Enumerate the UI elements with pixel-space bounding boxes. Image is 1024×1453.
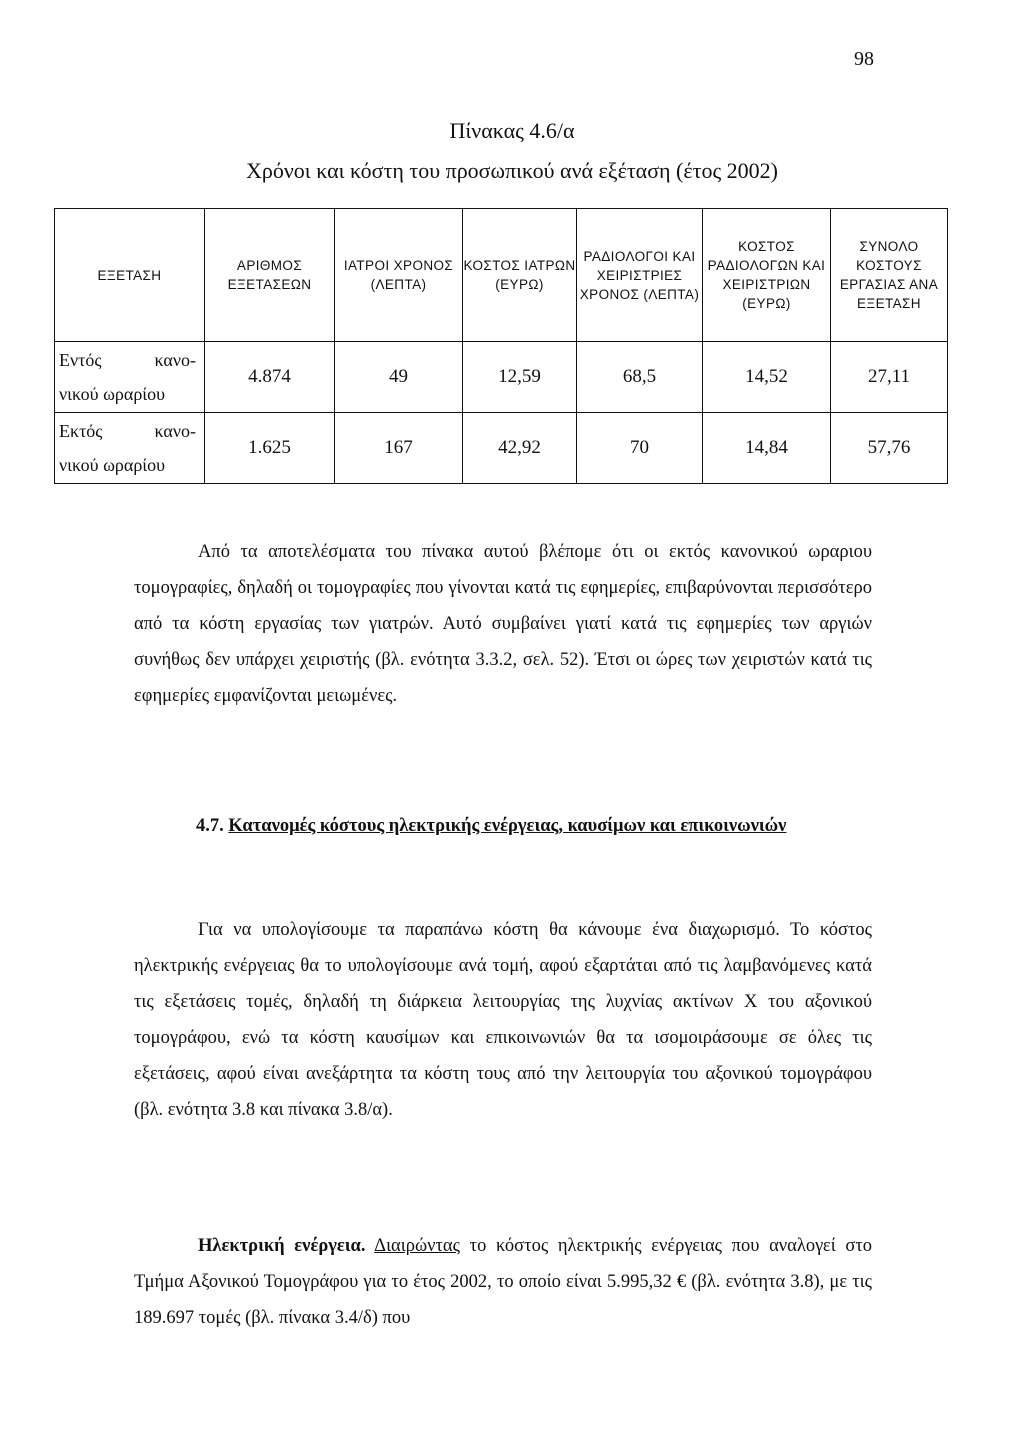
section-heading	[134, 808, 872, 844]
paragraph-body: το κόστος ηλεκτρικής ενέργειας που αναλογεί στο Τμήμα Αξονικού Τομογράφου για το έτος 2002, το οποίο είναι 5.995,32 € (βλ. ενότητα 3.8), με τις 189.697 τομές (βλ. πίνακα 3.4/δ) που	[134, 1236, 873, 1328]
row-label-word: κανο-	[154, 421, 196, 441]
table-cell: 70	[577, 413, 703, 484]
header-radiologist-time: ΡΑΔΙΟΛΟΓΟΙ ΚΑΙ ΧΕΙΡΙΣΤΡΙΕΣ ΧΡΟΝΟΣ (ΛΕΠΤΑ)	[577, 209, 703, 342]
row-label	[55, 342, 205, 413]
table-cell: 14,84	[703, 413, 831, 484]
paragraph-text	[134, 1228, 872, 1336]
header-exam: ΕΞΕΤΑΣΗ	[55, 209, 205, 342]
lead-word: Διαιρώντας	[374, 1236, 460, 1256]
cost-table	[54, 208, 948, 484]
table-cell: 68,5	[577, 342, 703, 413]
table-cell: 49	[335, 342, 463, 413]
table-cell: 42,92	[463, 413, 577, 484]
header-exam-count: ΑΡΙΘΜΟΣ ΕΞΕΤΑΣΕΩΝ	[205, 209, 335, 342]
row-label-line2: νικού ωραρίου	[59, 455, 166, 475]
row-label-word: Εντός	[59, 350, 102, 370]
table-cell: 167	[335, 413, 463, 484]
table-cell: 57,76	[831, 413, 948, 484]
table-header-row	[55, 209, 948, 342]
header-radiologist-cost: ΚΟΣΤΟΣ ΡΑΔΙΟΛΟΓΩΝ ΚΑΙ ΧΕΙΡΙΣΤΡΙΩΝ (ΕΥΡΩ)	[703, 209, 831, 342]
section-number: 4.7.	[196, 816, 224, 836]
paragraph-electricity	[134, 1228, 872, 1336]
term-electricity: Ηλεκτρική ενέργεια.	[198, 1236, 366, 1256]
header-doctor-time: ΙΑΤΡΟΙ ΧΡΟΝΟΣ (ΛΕΠΤΑ)	[335, 209, 463, 342]
paragraph-text: Για να υπολογίσουμε τα παραπάνω κόστη θα κάνουμε ένα διαχωρισμό. Το κόστος ηλεκτρικής ενέργειας θα το υπολογίσουμε ανά τομή, αφού εξαρτάται από τις λαμβανόμενες κατά τις εξετάσεις τομές, δηλαδή τη διάρκεια λειτουργίας της λυχνίας ακτίνων Χ του αξονικού τομογράφου, ενώ τα κόστη καυσίμων και επικοινωνιών θα τα ισομοιράσουμε σε όλες τις εξετάσεις, αφού είναι ανεξάρτητα τα κόστη τους από την λειτουργία του αξονικού τομογράφου (βλ. ενότητα 3.8 και πίνακα 3.8/α).	[134, 920, 872, 1120]
row-label	[55, 413, 205, 484]
table-row	[55, 413, 948, 484]
page-number: 98	[854, 48, 874, 70]
section-title: Κατανομές κόστους ηλεκτρικής ενέργειας, καυσίμων και επικοινωνιών	[228, 816, 787, 836]
header-total-cost: ΣΥΝΟΛΟ ΚΟΣΤΟΥΣ ΕΡΓΑΣΙΑΣ ΑΝΑ ΕΞΕΤΑΣΗ	[831, 209, 948, 342]
table-cell: 14,52	[703, 342, 831, 413]
table-cell: 27,11	[831, 342, 948, 413]
table-caption-label: Πίνακας 4.6/α	[449, 118, 575, 143]
table-cell: 1.625	[205, 413, 335, 484]
table-caption-title: Χρόνοι και κόστη του προσωπικού ανά εξέταση (έτος 2002)	[245, 158, 779, 183]
paragraph-split	[134, 912, 872, 1128]
row-label-word: κανο-	[154, 350, 196, 370]
header-doctor-cost: ΚΟΣΤΟΣ ΙΑΤΡΩΝ (ΕΥΡΩ)	[463, 209, 577, 342]
table-cell: 12,59	[463, 342, 577, 413]
table-cell: 4.874	[205, 342, 335, 413]
table-row	[55, 342, 948, 413]
paragraph-results	[134, 534, 872, 714]
row-label-line2: νικού ωραρίου	[59, 384, 166, 404]
row-label-word: Εκτός	[59, 421, 103, 441]
paragraph-text: Από τα αποτελέσματα του πίνακα αυτού βλέπομε ότι οι εκτός κανονικού ωραριου τομογραφίες, δηλαδή οι τομογραφίες που γίνονται κατά τις εφημερίες, επιβαρύνονται περισσότερο από τα κόστη εργασίας των γιατρών. Αυτό συμβαίνει γιατί κατά τις εφημερίες των αργιών συνήθως δεν υπάρχει χειριστής (βλ. ενότητα 3.3.2, σελ. 52). Έτσι οι ώρες των χειριστών κατά τις εφημερίες εμφανίζονται μειωμένες.	[134, 542, 872, 706]
